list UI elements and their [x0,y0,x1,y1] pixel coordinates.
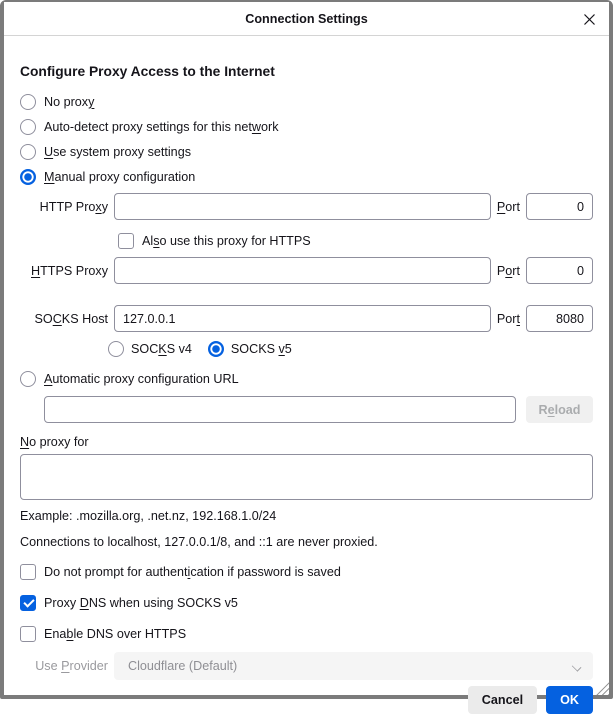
https-proxy-label: HTTPS Proxy [31,263,108,278]
radio-label-manual-proxy[interactable]: Manual proxy configuration [44,169,196,184]
no-prompt-auth-label[interactable]: Do not prompt for authentication if password is saved [44,564,341,579]
socks-port-label: Port [496,311,520,326]
no-proxy-for-label: No proxy for [20,435,89,449]
close-button[interactable] [577,7,601,31]
also-https-checkbox[interactable] [118,233,134,249]
radio-label-socks-v4[interactable]: SOCKS v4 [131,341,192,356]
radio-label-socks-v5[interactable]: SOCKS v5 [230,341,292,356]
http-proxy-label: HTTP Proxy [39,199,108,214]
dialog-title: Connection Settings [245,11,368,26]
http-port-label: Port [496,199,520,214]
use-provider-label: Use Provider [35,659,108,673]
socks-v5-option [208,341,292,357]
chevron-down-icon [572,662,581,671]
socks-host-label: SOCKS Host [34,311,108,326]
cancel-button[interactable]: Cancel [468,686,537,714]
footer [20,686,593,714]
no-proxy-for-textarea[interactable] [20,454,593,500]
radio-label-no-proxy[interactable]: No proxy [44,94,95,109]
localhost-note-text: Connections to localhost, 127.0.0.1/8, and ::1 are never proxied. [20,535,378,549]
dialog-content [4,36,609,714]
radio-no-proxy[interactable] [20,94,36,110]
no-proxy-example-text: Example: .mozilla.org, .net.nz, 192.168.1.0/24 [20,509,277,523]
radio-row-auto-detect [20,118,593,135]
https-proxy-input[interactable] [114,257,491,284]
socks-host-input[interactable] [114,305,491,332]
page-title: Configure Proxy Access to the Internet [20,64,275,79]
radio-socks-v5[interactable] [208,341,224,357]
socks-port-input[interactable] [526,305,593,332]
http-proxy-row [20,193,593,220]
https-port-input[interactable] [526,257,593,284]
titlebar [4,2,609,36]
reload-button[interactable]: Reload [526,396,593,423]
ok-button[interactable]: OK [546,686,593,714]
dns-over-https-label[interactable]: Enable DNS over HTTPS [44,626,187,641]
https-port-label: Port [496,263,520,278]
provider-selected-value: Cloudflare (Default) [128,659,238,673]
radio-auto-url[interactable] [20,371,36,387]
https-proxy-row [20,257,593,284]
proxy-dns-checkbox[interactable] [20,595,36,611]
also-https-row [118,232,593,249]
radio-manual-proxy[interactable] [20,169,36,185]
no-prompt-auth-row [20,563,593,580]
socks-host-row [20,305,593,332]
auto-url-input[interactable] [44,396,516,423]
auto-url-row [20,396,593,423]
radio-row-no-proxy [20,93,593,110]
proxy-dns-row [20,594,593,611]
radio-row-system-proxy [20,143,593,160]
provider-select[interactable] [114,652,593,680]
radio-auto-detect[interactable] [20,119,36,135]
http-proxy-input[interactable] [114,193,491,220]
radio-row-manual-proxy [20,168,593,185]
socks-version-row [108,340,593,357]
http-port-input[interactable] [526,193,593,220]
provider-row [20,652,593,680]
radio-system-proxy[interactable] [20,144,36,160]
dns-over-https-checkbox[interactable] [20,626,36,642]
dns-over-https-row [20,625,593,642]
radio-socks-v4[interactable] [108,341,124,357]
radio-row-auto-url [20,370,593,387]
radio-label-system-proxy[interactable]: Use system proxy settings [44,144,191,159]
proxy-dns-label[interactable]: Proxy DNS when using SOCKS v5 [44,595,238,610]
close-icon [584,14,595,25]
radio-label-auto-detect[interactable]: Auto-detect proxy settings for this network [44,119,279,134]
no-prompt-auth-checkbox[interactable] [20,564,36,580]
also-https-label[interactable]: Also use this proxy for HTTPS [142,233,311,248]
radio-label-auto-url[interactable]: Automatic proxy configuration URL [44,371,239,386]
socks-v4-option [108,341,192,357]
